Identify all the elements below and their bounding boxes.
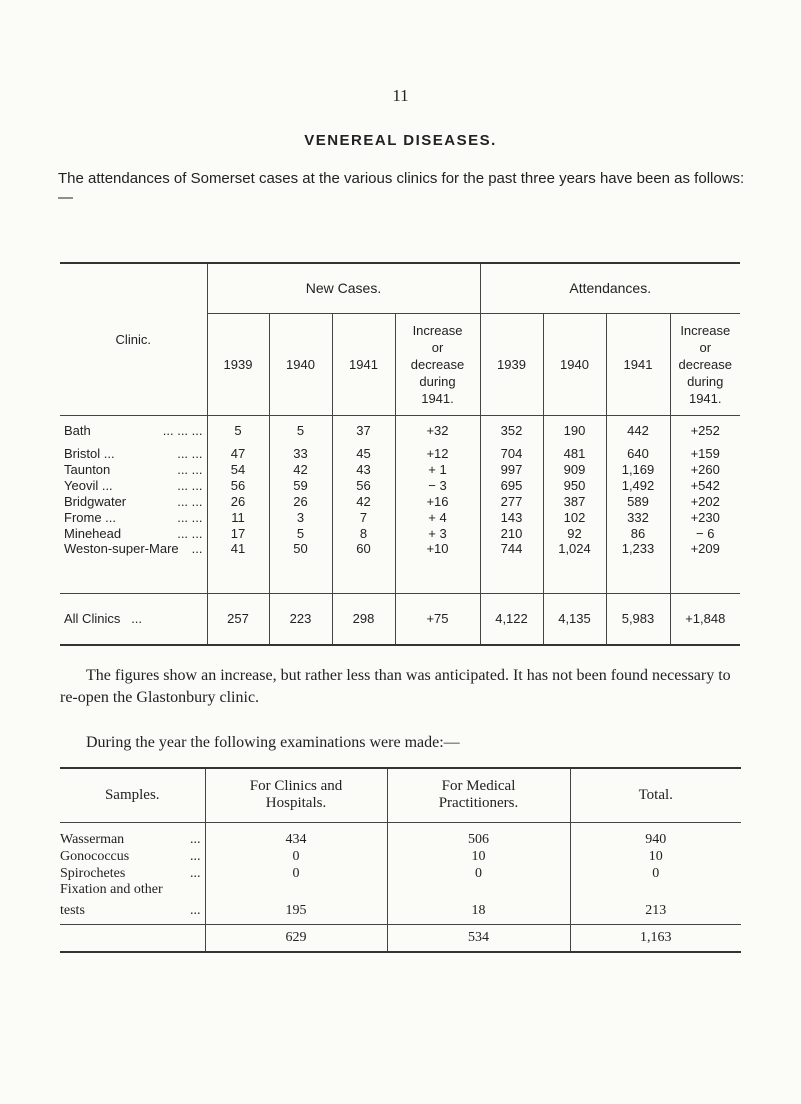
clinics-header: For Clinics and Hospitals. [205, 768, 387, 822]
total-att-change: +1,848 [670, 593, 740, 645]
attendance-cell: 102 [543, 509, 606, 525]
new-year-1939: 1939 [207, 313, 269, 415]
new-cases-cell: 47 [207, 445, 269, 461]
clinic-name: Weston-super-Mare [64, 541, 179, 556]
attendance-cell: 695 [480, 477, 543, 493]
table-row: Minehead ... ... 17 5 8 + 3 210 92 86 − 6 [60, 525, 740, 541]
total-new-1939: 257 [207, 593, 269, 645]
examinations-intro: During the year the following examinations were made:— [86, 734, 460, 751]
clinic-name: Taunton [64, 461, 111, 477]
attendance-cell: 1,169 [606, 461, 670, 477]
new-cases-cell: +32 [395, 415, 480, 445]
total-new-change: +75 [395, 593, 480, 645]
table-row: Bristol ... ... ... 47 33 45 +12 704 481 640 +159 [60, 445, 740, 461]
att-year-1939: 1939 [480, 313, 543, 415]
table-row: Spirochetes ... 0 0 0 [60, 865, 741, 882]
total-cell: 10 [570, 848, 741, 865]
new-cases-cell: + 3 [395, 525, 480, 541]
clinic-name: Minehead [64, 525, 122, 541]
new-cases-cell: 37 [332, 415, 395, 445]
new-cases-cell: + 1 [395, 461, 480, 477]
clinic-header: Clinic. [115, 331, 151, 347]
attendance-cell: 86 [606, 525, 670, 541]
total-cell: 940 [570, 822, 741, 848]
page-heading: VENEREAL DISEASES. [304, 132, 497, 149]
total-att-1939: 4,122 [480, 593, 543, 645]
table-row: tests ... 195 18 213 [60, 898, 741, 924]
practitioners-cell: 10 [387, 848, 570, 865]
new-change-header: Increase or decrease during 1941. [395, 313, 480, 415]
attendance-cell: +159 [670, 445, 740, 461]
attendance-cell: 589 [606, 493, 670, 509]
new-cases-cell: 11 [207, 509, 269, 525]
clinic-name: Bath [64, 422, 91, 438]
new-cases-cell: 56 [332, 477, 395, 493]
attendance-cell: 950 [543, 477, 606, 493]
new-cases-cell: 41 [207, 541, 269, 593]
new-cases-cell: 8 [332, 525, 395, 541]
total-header: Total. [570, 768, 741, 822]
examinations-table [60, 767, 741, 953]
table-row: Weston-super-Mare ... 41 50 60 +10 744 1,024 1,233 +209 [60, 541, 740, 593]
attendance-cell: 1,024 [543, 541, 606, 593]
new-year-1940: 1940 [269, 313, 332, 415]
table-row: Taunton ... ... 54 42 43 + 1 997 909 1,169 +260 [60, 461, 740, 477]
samples-header: Samples. [104, 786, 160, 803]
new-year-1941: 1941 [332, 313, 395, 415]
table-row: Yeovil ... ... ... 56 59 56 − 3 695 950 1,492 +542 [60, 477, 740, 493]
attendance-cell: 1,233 [606, 541, 670, 593]
total-att-1940: 4,135 [543, 593, 606, 645]
new-cases-cell: +10 [395, 541, 480, 593]
new-cases-cell: 7 [332, 509, 395, 525]
figures-paragraph: The figures show an increase, but rather less than was anticipated. It has not been found necessary to re-open the Glastonbury clinic. [60, 667, 731, 706]
total-att-1941: 5,983 [606, 593, 670, 645]
table-row: Gonococcus ... 0 10 10 [60, 848, 741, 865]
attendance-cell: 92 [543, 525, 606, 541]
attendance-cell: 143 [480, 509, 543, 525]
attendance-cell: +252 [670, 415, 740, 445]
new-cases-cell: 54 [207, 461, 269, 477]
table-row: Bath ... ... ... 5 5 37 +32 352 190 442 +252 [60, 415, 740, 445]
attendance-cell: 1,492 [606, 477, 670, 493]
new-cases-cell: 33 [269, 445, 332, 461]
table-row: Bridgwater ... ... 26 26 42 +16 277 387 589 +202 [60, 493, 740, 509]
sample-label: Wasserman [60, 832, 125, 847]
new-cases-cell: 45 [332, 445, 395, 461]
fixation-total: 213 [570, 898, 741, 924]
new-cases-cell: +12 [395, 445, 480, 461]
attendance-cell: 640 [606, 445, 670, 461]
intro-paragraph: The attendances of Somerset cases at the various clinics for the past three years have been as follows:— [58, 170, 745, 206]
practitioners-cell: 506 [387, 822, 570, 848]
new-cases-cell: 17 [207, 525, 269, 541]
new-cases-cell: 42 [332, 493, 395, 509]
attendance-cell: +209 [670, 541, 740, 593]
new-cases-cell: − 3 [395, 477, 480, 493]
attendance-cell: 704 [480, 445, 543, 461]
fixation-practitioners: 18 [387, 898, 570, 924]
new-cases-cell: 42 [269, 461, 332, 477]
new-cases-cell: +16 [395, 493, 480, 509]
new-cases-cell: 50 [269, 541, 332, 593]
new-cases-cell: 5 [207, 415, 269, 445]
clinic-name: Frome ... [64, 509, 117, 525]
attendance-cell: 442 [606, 415, 670, 445]
attendance-cell: 744 [480, 541, 543, 593]
att-change-header: Increase or decrease during 1941. [670, 313, 740, 415]
attendance-cell: +230 [670, 509, 740, 525]
new-cases-cell: 43 [332, 461, 395, 477]
new-cases-header: New Cases. [207, 263, 480, 313]
attendance-cell: 997 [480, 461, 543, 477]
sample-label: Spirochetes [60, 865, 126, 881]
total-new-1941: 298 [332, 593, 395, 645]
page-number: 11 [392, 86, 409, 105]
clinic-name: Bridgwater [64, 493, 127, 509]
attendance-cell: +542 [670, 477, 740, 493]
fixation-clinics: 195 [205, 898, 387, 924]
sample-label: Gonococcus [60, 848, 130, 864]
total-row: All Clinics ... 257 223 298 +75 4,122 4,135 5,983 +1,848 [60, 593, 740, 645]
table-row [60, 882, 741, 898]
att-year-1940: 1940 [543, 313, 606, 415]
new-cases-cell: 59 [269, 477, 332, 493]
attendance-cell: − 6 [670, 525, 740, 541]
new-cases-cell: 3 [269, 509, 332, 525]
attendances-header: Attendances. [480, 263, 740, 313]
new-cases-cell: 56 [207, 477, 269, 493]
attendance-cell: +202 [670, 493, 740, 509]
clinic-name: Bristol ... [64, 445, 115, 461]
attendance-cell: 387 [543, 493, 606, 509]
attendance-cell: 481 [543, 445, 606, 461]
attendance-cell: +260 [670, 461, 740, 477]
clinics-cell: 0 [205, 865, 387, 882]
totals-total: 1,163 [570, 924, 741, 952]
attendance-cell: 210 [480, 525, 543, 541]
new-cases-cell: + 4 [395, 509, 480, 525]
totals-row [60, 924, 741, 952]
new-cases-cell: 60 [332, 541, 395, 593]
table-row: Frome ... ... ... 11 3 7 + 4 143 102 332 +230 [60, 509, 740, 525]
total-new-1940: 223 [269, 593, 332, 645]
attendance-table [60, 262, 740, 646]
fixation-label: Fixation and other [60, 882, 163, 897]
practitioners-header: For Medical Practitioners. [387, 768, 570, 822]
attendance-cell: 352 [480, 415, 543, 445]
new-cases-cell: 26 [269, 493, 332, 509]
clinic-name: Yeovil ... [64, 477, 113, 493]
total-cell: 0 [570, 865, 741, 882]
clinics-cell: 0 [205, 848, 387, 865]
new-cases-cell: 5 [269, 415, 332, 445]
table-row: Wasserman ... 434 506 940 [60, 822, 741, 848]
attendance-cell: 909 [543, 461, 606, 477]
attendance-cell: 190 [543, 415, 606, 445]
total-label: All Clinics [64, 611, 121, 627]
new-cases-cell: 26 [207, 493, 269, 509]
new-cases-cell: 5 [269, 525, 332, 541]
attendance-cell: 332 [606, 509, 670, 525]
tests-label: tests [60, 902, 85, 918]
clinics-cell: 434 [205, 822, 387, 848]
attendance-cell: 277 [480, 493, 543, 509]
totals-practitioners: 534 [387, 924, 570, 952]
totals-clinics: 629 [205, 924, 387, 952]
att-year-1941: 1941 [606, 313, 670, 415]
practitioners-cell: 0 [387, 865, 570, 882]
